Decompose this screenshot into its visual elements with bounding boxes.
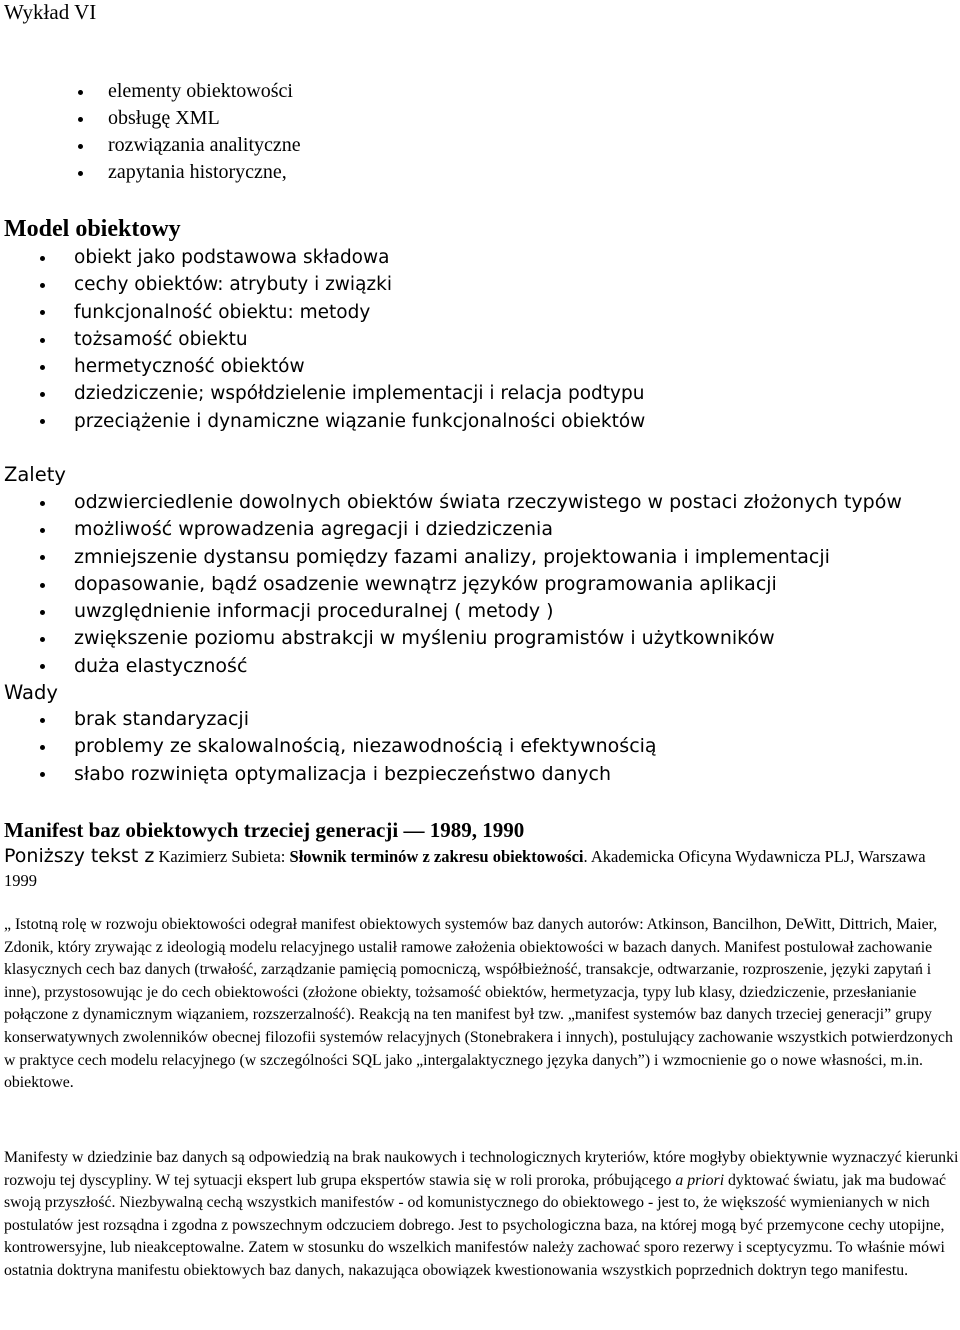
list-item: możliwość wprowadzenia agregacji i dziedziczenia xyxy=(74,516,902,543)
source-citation xyxy=(4,844,956,893)
bullet-icon xyxy=(78,171,83,176)
manifest-paragraph-1: „ Istotną rolę w rozwoju obiektowości odegrał manifest obiektowych systemów baz danych autorów: Atkinson, Bancilhon, DeWitt, Dittrich, Maier, Zdonik, który zrywając z ideologią modelu relacyjnego ustalił ramowe założenia obiektowości w bazach danych. Manifest postulował zachowanie klasycznych cech baz danych (trwałość, zarządzanie pamięcią pomocniczą, współbieżność, transakcje, odtwarzanie, rozproszenie, języki zapytań i inne), przystosowując je do cech obiektowości (złożone obiekty, tożsamość obiektów, hermetyzacja, typy lub klasy, dziedziczenie, przesłanianie połączone z dynamicznym wiązaniem, rozszerzalność). Reakcją na ten manifest był tzw. „manifest systemów baz danych trzeciej generacji” grupy konserwatywnych zwolenników obecnej filozofii systemów relacyjnych (Stonebrakera i innych), postulujący zachowanie wszystkich potwierdzonych w praktyce cech modelu relacyjnego (w szczególności SQL jako „intergalaktycznego języka danych”) i wzmocnienie go o nowe własności, m.in. obiektowe. xyxy=(4,916,953,1092)
list-item: rozwiązania analityczne xyxy=(108,132,301,159)
model-heading: Model obiektowy xyxy=(4,216,181,242)
bullet-icon xyxy=(40,310,45,315)
emphasis-a-priori: a priori xyxy=(675,1171,725,1189)
disadvantages-list xyxy=(74,706,657,788)
bullet-icon xyxy=(40,718,45,723)
bullet-icon xyxy=(40,664,45,669)
list-item: uwzględnienie informacji proceduralnej ( metody ) xyxy=(74,598,902,625)
bullet-icon xyxy=(40,365,45,370)
list-item: obsługę XML xyxy=(108,105,301,132)
list-item: hermetyczność obiektów xyxy=(74,353,645,380)
bullet-icon xyxy=(40,392,45,397)
source-book-title: Słownik terminów z zakresu obiektowości xyxy=(289,847,584,866)
bullet-icon xyxy=(40,501,45,506)
bullet-icon xyxy=(40,772,45,777)
list-item: dopasowanie, bądź osadzenie wewnątrz języków programowania aplikacji xyxy=(74,571,902,598)
source-publisher: . Akademicka Oficyna Wydawnicza PLJ, Warszawa 1999 xyxy=(4,847,926,890)
list-item: tożsamość obiektu xyxy=(74,326,645,353)
bullet-icon xyxy=(78,90,83,95)
list-item: słabo rozwinięta optymalizacja i bezpieczeństwo danych xyxy=(74,761,657,788)
disadvantages-label: Wady xyxy=(4,681,58,704)
list-item: elementy obiektowości xyxy=(108,78,301,105)
bullet-icon xyxy=(78,117,83,122)
document-title: Wykład VI xyxy=(4,0,97,24)
bullet-icon xyxy=(40,637,45,642)
list-item: przeciążenie i dynamiczne wiązanie funkcjonalności obiektów xyxy=(74,408,645,435)
bullet-icon xyxy=(40,256,45,261)
bullet-icon xyxy=(40,419,45,424)
manifest-heading: Manifest baz obiektowych trzeciej generacji — 1989, 1990 xyxy=(4,818,525,842)
advantages-list xyxy=(74,489,902,680)
manifest-paragraph-2: Manifesty w dziedzinie baz danych są odpowiedzią na brak naukowych i technologicznych kryteriów, które mogłyby obiektywnie wyznaczyć kierunki rozwoju tej dyscypliny. W tej sytuacji ekspert lub grupa ekspertów stawia się w roli proroka, próbującego a priori dyktować światu, jak ma budować swoją przyszłość. Niezbywalną cechą wszystkich manifestów - od komunistycznego do obiektowego - jest to, że większość wymienianych w nich postulatów jest rozsądna i zgodna z powszechnym odczuciem dobrego. Jest to psychologiczna baza, na której mogą być przemycone cechy utopijne, kontrowersyjne, lub nieakceptowalne. Zatem w stosunku do wszelkich manifestów należy zachować sporo rezerwy i sceptycyzmu. To właśnie mówi ostatnia doktryna manifestu obiektowych baz danych, nakazująca obowiązek kwestionowania wszystkich poprzednich doktryn tego manifestu. xyxy=(4,1149,959,1279)
bullet-icon xyxy=(40,528,45,533)
bullet-icon xyxy=(40,338,45,343)
intro-list xyxy=(108,78,301,186)
list-item: cechy obiektów: atrybuty i związki xyxy=(74,271,645,298)
list-item: zwiększenie poziomu abstrakcji w myśleniu programistów i użytkowników xyxy=(74,625,902,652)
model-list xyxy=(74,244,645,435)
bullet-icon xyxy=(40,283,45,288)
list-item: zmniejszenie dystansu pomiędzy fazami analizy, projektowania i implementacji xyxy=(74,544,902,571)
list-item: duża elastyczność xyxy=(74,653,902,680)
list-item: odzwierciedlenie dowolnych obiektów świata rzeczywistego w postaci złożonych typów xyxy=(74,489,902,516)
bullet-icon xyxy=(40,745,45,750)
list-item: brak standaryzacji xyxy=(74,706,657,733)
bullet-icon xyxy=(40,555,45,560)
source-author: Kazimierz Subieta: xyxy=(154,847,290,866)
advantages-label: Zalety xyxy=(4,463,66,486)
bullet-icon xyxy=(78,144,83,149)
list-item: problemy ze skalowalnością, niezawodnością i efektywnością xyxy=(74,733,657,760)
list-item: zapytania historyczne, xyxy=(108,159,301,186)
list-item: obiekt jako podstawowa składowa xyxy=(74,244,645,271)
source-lead: Poniższy tekst z xyxy=(4,845,155,867)
list-item: dziedziczenie; współdzielenie implementacji i relacja podtypu xyxy=(74,380,645,407)
list-item: funkcjonalność obiektu: metody xyxy=(74,299,645,326)
bullet-icon xyxy=(40,610,45,615)
bullet-icon xyxy=(40,583,45,588)
